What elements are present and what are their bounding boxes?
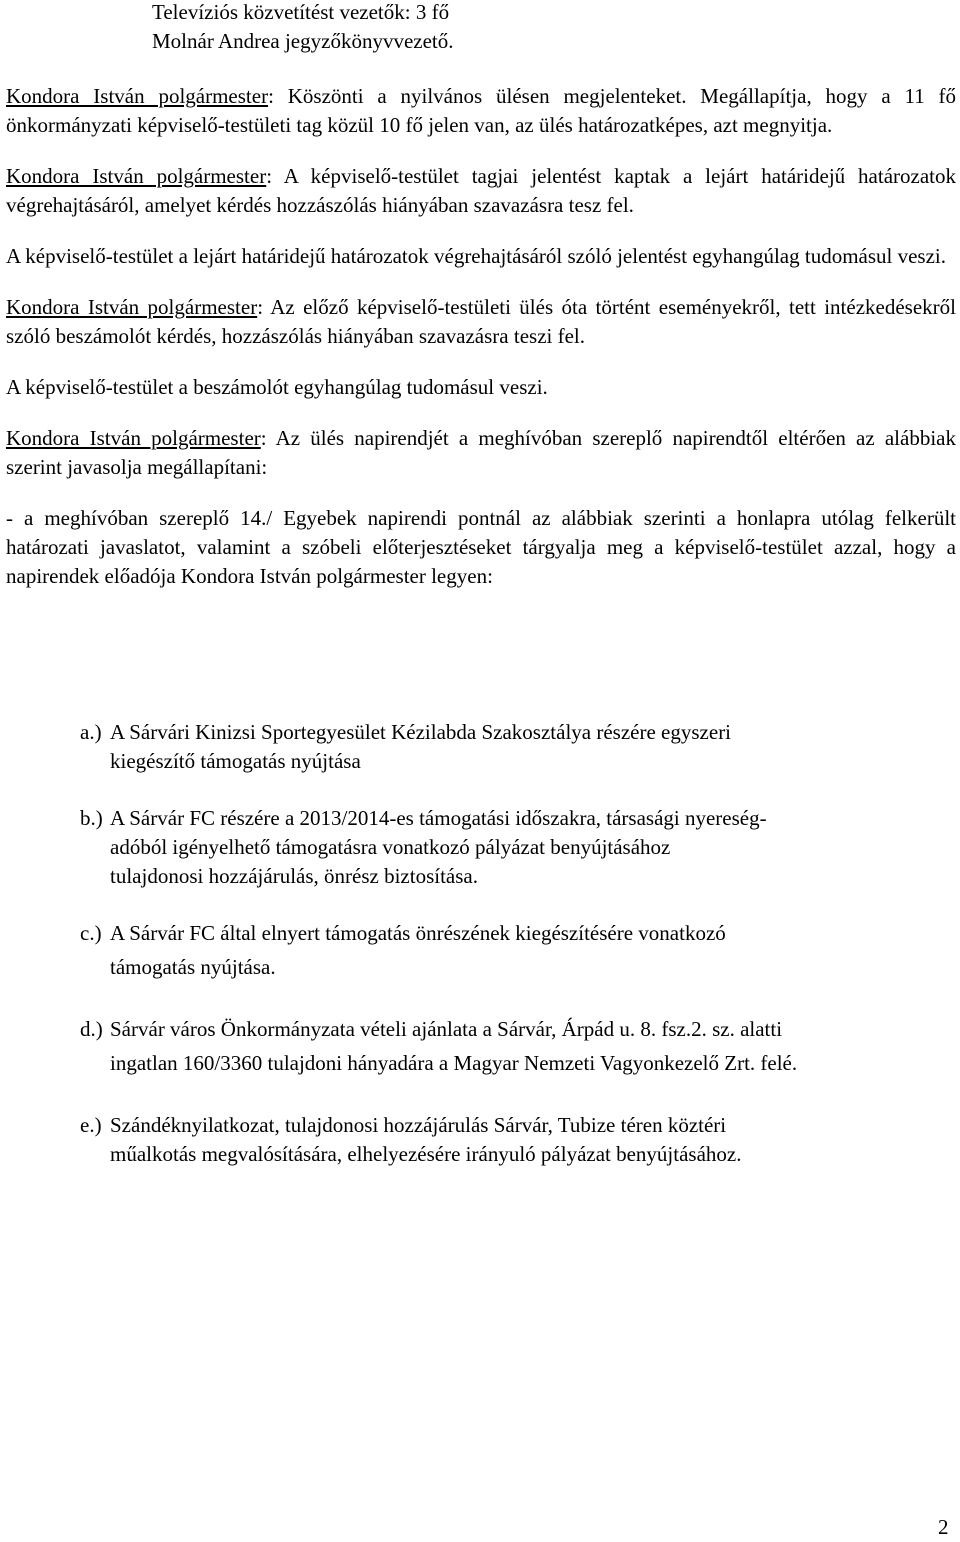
speaker-name: Kondora István polgármester xyxy=(6,164,267,188)
agenda-item-label: d.) xyxy=(80,1017,103,1041)
header-line-2: Molnár Andrea jegyzőkönyvvezető. xyxy=(152,29,454,53)
agenda-item-line: A Sárvári Kinizsi Sportegyesület Kézilabda Szakosztálya részére egyszeri xyxy=(110,720,732,744)
agenda-item-b xyxy=(80,804,950,891)
paragraph-2 xyxy=(6,162,956,220)
paragraph-text: A képviselő-testület a beszámolót egyhangúlag tudomásul veszi. xyxy=(6,375,548,399)
agenda-item-label: a.) xyxy=(80,720,102,744)
header-block xyxy=(152,0,454,56)
speaker-name: Kondora István polgármester xyxy=(6,426,261,450)
agenda-item-line: adóból igényelhető támogatásra vonatkozó pályázat benyújtásához xyxy=(110,835,671,859)
speaker-name: Kondora István polgármester xyxy=(6,295,258,319)
paragraph-text: A képviselő-testület a lejárt határidejű határozatok végrehajtásáról szóló jelentést egyhangúlag tudomásul veszi. xyxy=(6,244,947,268)
paragraph-3 xyxy=(6,242,956,271)
agenda-item-line: Sárvár város Önkormányzata vételi ajánlata a Sárvár, Árpád u. 8. fsz.2. sz. alatti xyxy=(110,1017,783,1041)
agenda-item-label: c.) xyxy=(80,921,102,945)
agenda-item-text xyxy=(110,804,950,891)
agenda-item-line: műalkotás megvalósítására, elhelyezésére irányuló pályázat benyújtásához. xyxy=(110,1142,742,1166)
agenda-item-label: e.) xyxy=(80,1113,102,1137)
agenda-item-line: támogatás nyújtása. xyxy=(110,955,276,979)
paragraph-6 xyxy=(6,424,956,482)
page-number: 2 xyxy=(938,1515,949,1539)
paragraph-text: : Köszönti a nyilvános ülésen megjelenteket. Megállapítja, hogy a 11 fő önkormányzati képviselő-testületi tag közül 10 fő jelen van, az ülés határozatképes, azt megnyitja. xyxy=(6,84,957,137)
paragraph-text: : Az előző képviselő-testületi ülés óta történt eseményekről, tett intézkedésekről szóló beszámolót kérdés, hozzászólás hiányában szavazásra teszi fel. xyxy=(6,295,956,348)
agenda-item-text xyxy=(110,1015,950,1078)
agenda-item-line: Szándéknyilatkozat, tulajdonosi hozzájárulás Sárvár, Tubize téren köztéri xyxy=(110,1113,727,1137)
paragraph-text: : A képviselő-testület tagjai jelentést kaptak a lejárt határidejű határozatok végrehajtásáról, amelyet kérdés hozzászólás hiányában szavazásra tesz fel. xyxy=(6,164,956,217)
agenda-item-line: kiegészítő támogatás nyújtása xyxy=(110,749,361,773)
agenda-item-text xyxy=(110,919,950,982)
agenda-item-text xyxy=(110,718,950,776)
agenda-item-a xyxy=(80,718,950,776)
agenda-item-c xyxy=(80,919,950,982)
agenda-item-line: tulajdonosi hozzájárulás, önrész biztosítása. xyxy=(110,864,478,888)
agenda-item-e xyxy=(80,1111,950,1169)
agenda-item-line: A Sárvár FC részére a 2013/2014-es támogatási időszakra, társasági nyereség- xyxy=(110,806,767,830)
paragraph-text: : Az ülés napirendjét a meghívóban szereplő napirendtől eltérően az alábbiak szerint javasolja megállapítani: xyxy=(6,426,956,479)
paragraph-7 xyxy=(6,504,956,591)
agenda-item-line: ingatlan 160/3360 tulajdoni hányadára a Magyar Nemzeti Vagyonkezelő Zrt. felé. xyxy=(110,1051,798,1075)
agenda-item-d xyxy=(80,1015,950,1078)
agenda-item-label: b.) xyxy=(80,806,103,830)
agenda-item-line: A Sárvár FC által elnyert támogatás önrészének kiegészítésére vonatkozó xyxy=(110,921,726,945)
speaker-name: Kondora István polgármester xyxy=(6,84,269,108)
paragraph-text: - a meghívóban szereplő 14./ Egyebek napirendi pontnál az alábbiak szerinti a honlapra utólag felkerült határozati javaslatot, valamint a szóbeli előterjesztéseket tárgyalja meg a képviselő-testület azzal, hogy a napirendek előadója Kondora István polgármester legyen: xyxy=(6,506,956,588)
agenda-list xyxy=(80,718,950,1169)
agenda-item-text xyxy=(110,1111,950,1169)
paragraph-5 xyxy=(6,373,956,402)
header-line-1: Televíziós közvetítést vezetők: 3 fő xyxy=(152,0,450,24)
paragraph-4 xyxy=(6,293,956,351)
minutes-body xyxy=(6,82,956,591)
paragraph-1 xyxy=(6,82,956,140)
